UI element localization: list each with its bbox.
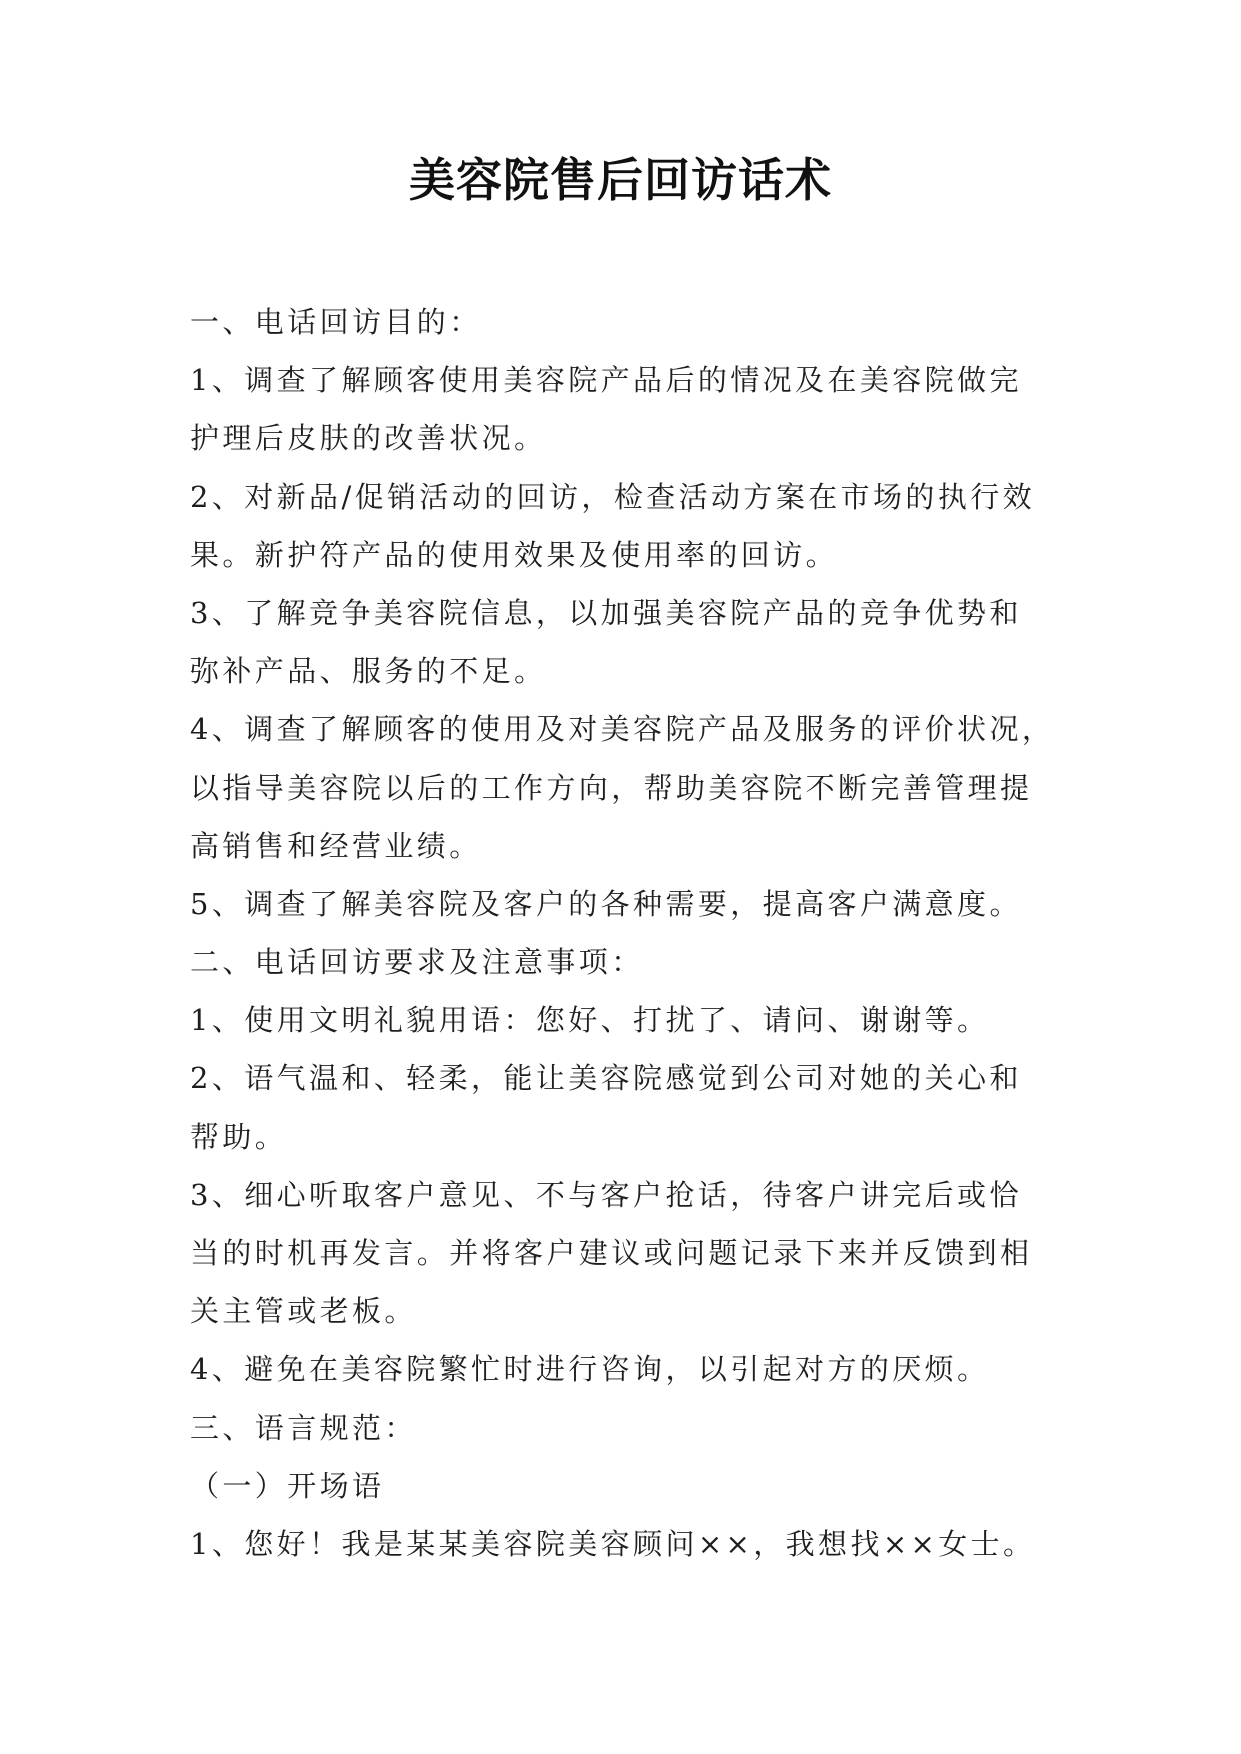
body-line: 1、调查了解顾客使用美容院产品后的情况及在美容院做完 — [190, 363, 1022, 398]
body-line: 4、调查了解顾客的使用及对美容院产品及服务的评价状况， — [190, 712, 1055, 747]
body-line: 1、您好！我是某某美容院美容顾问××，我想找××女士。 — [190, 1526, 1036, 1561]
body-line: 帮助。 — [190, 1119, 288, 1154]
body-line: 弥补产品、服务的不足。 — [190, 654, 547, 689]
body-line: 5、调查了解美容院及客户的各种需要，提高客户满意度。 — [190, 886, 1022, 921]
section-heading: 二、电话回访要求及注意事项： — [190, 945, 644, 980]
subsection-heading: （一）开场语 — [190, 1468, 385, 1503]
body-line: 1、使用文明礼貌用语：您好、打扰了、请问、谢谢等。 — [190, 1003, 990, 1038]
section-heading: 三、语言规范： — [190, 1410, 417, 1445]
body-line: 高销售和经营业绩。 — [190, 828, 482, 863]
body-line: 2、语气温和、轻柔，能让美容院感觉到公司对她的关心和 — [190, 1061, 1022, 1096]
body-line: 一、电话回访目的： — [190, 305, 482, 339]
body-line: 2、对新品/促销活动的回访，检查活动方案在市场的执行效 — [190, 479, 1036, 514]
body-line: 3、了解竞争美容院信息，以加强美容院产品的竞争优势和 — [190, 595, 1022, 630]
document-body — [190, 293, 1090, 1573]
body-line: 以指导美容院以后的工作方向，帮助美容院不断完善管理提 — [190, 770, 1033, 805]
body-line: 关主管或老板。 — [190, 1294, 417, 1329]
body-line: 3、细心听取客户意见、不与客户抢话，待客户讲完后或恰 — [190, 1177, 1022, 1212]
document-title: 美容院售后回访话术 — [409, 153, 832, 207]
body-line: 果。新护符产品的使用效果及使用率的回访。 — [190, 537, 839, 572]
body-line: 4、避免在美容院繁忙时进行咨询，以引起对方的厌烦。 — [190, 1352, 990, 1387]
body-line: 护理后皮肤的改善状况。 — [190, 421, 547, 456]
body-line: 当的时机再发言。并将客户建议或问题记录下来并反馈到相 — [190, 1236, 1033, 1270]
